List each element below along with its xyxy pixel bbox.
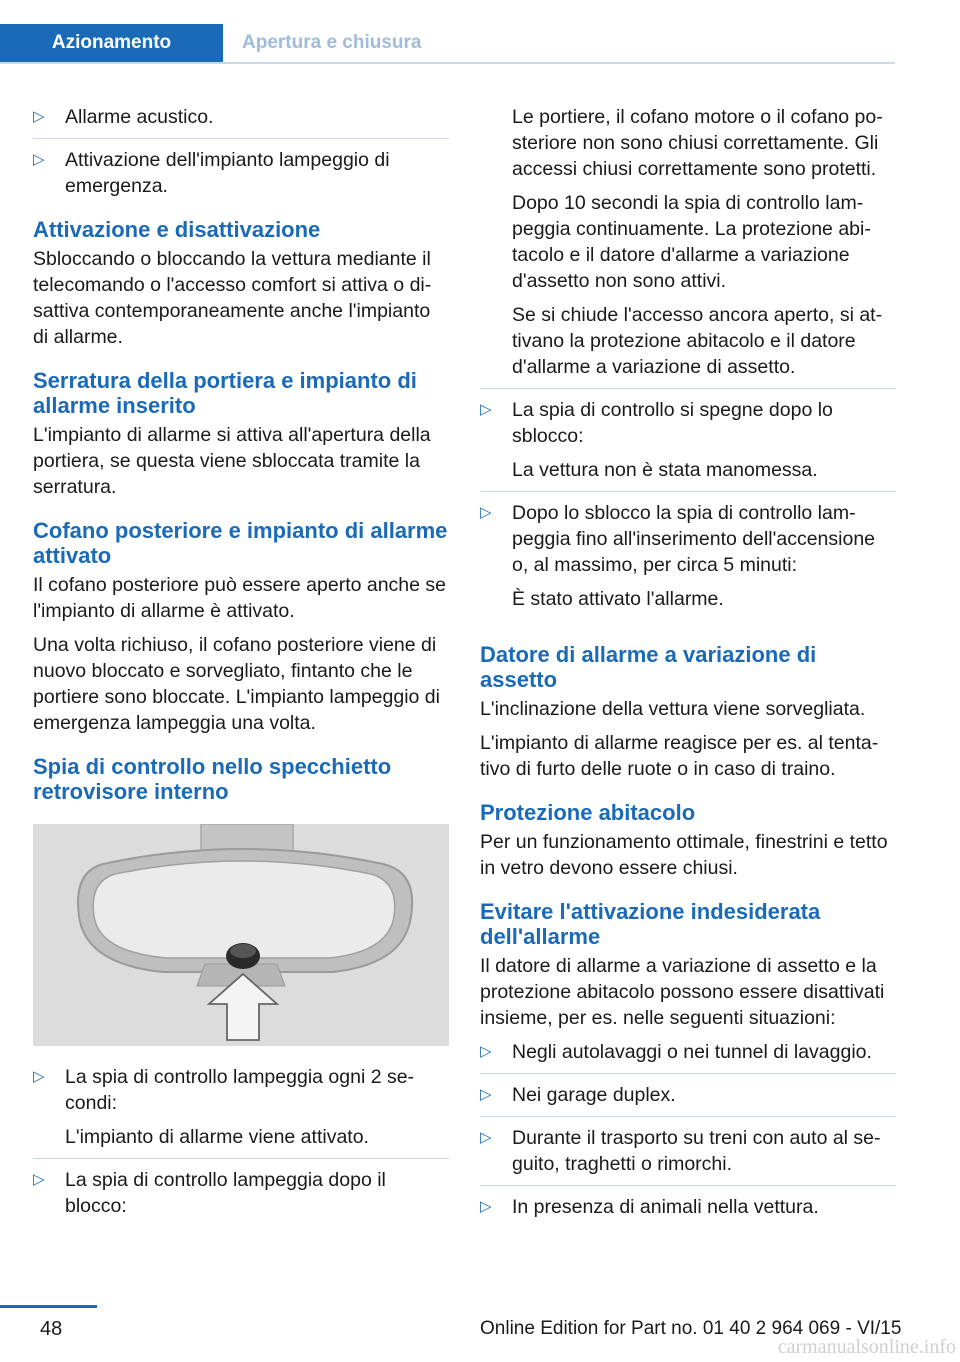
divider — [480, 388, 896, 389]
page-number: 48 — [40, 1318, 63, 1340]
triangle-bullet-icon: ▷ — [480, 1129, 492, 1146]
list-item — [33, 1167, 449, 1219]
triangle-bullet-icon: ▷ — [480, 504, 492, 521]
divider — [480, 1073, 896, 1074]
continued-text — [480, 104, 896, 380]
list-item-result: L'impianto di allarme viene attivato. — [65, 1126, 369, 1148]
status-list — [480, 397, 896, 612]
paragraph: Le portiere, il cofano motore o il cofano po-steriore non sono chiusi correttamente. Gli accessi chiusi correttamente sono protetti. — [512, 106, 883, 180]
triangle-bullet-icon: ▷ — [480, 1043, 492, 1060]
paragraph: Una volta richiuso, il cofano posteriore viene di nuovo bloccato e sorvegliato, fintanto che le portiere sono bloccate. L'impianto lampeggio di emergenza lampeggia una volta. — [33, 634, 440, 734]
triangle-bullet-icon: ▷ — [33, 151, 45, 168]
paragraph: Se si chiude l'accesso ancora aperto, si at-tivano la protezione abitacolo e il datore d'allarme a variazione di assetto. — [512, 304, 883, 378]
section-heading: Evitare l'attivazione indesiderata dell'allarme — [480, 899, 821, 949]
divider — [480, 491, 896, 492]
footer-rule — [0, 1305, 97, 1308]
paragraph: L'inclinazione della vettura viene sorvegliata. — [480, 698, 866, 720]
list-item-text: Attivazione dell'impianto lampeggio di emergenza. — [65, 149, 390, 197]
list-item-text: La spia di controllo lampeggia ogni 2 se-condi: — [65, 1066, 415, 1114]
paragraph: L'impianto di allarme reagisce per es. al tenta-tivo di furto delle ruote o in caso di traino. — [480, 732, 879, 780]
triangle-bullet-icon: ▷ — [33, 108, 45, 125]
section-heading: Attivazione e disattivazione — [33, 217, 321, 242]
page-header — [0, 24, 895, 64]
right-column — [480, 104, 896, 1228]
list-item — [480, 1039, 896, 1065]
list-item — [33, 147, 449, 199]
triangle-bullet-icon: ▷ — [480, 1086, 492, 1103]
triangle-bullet-icon: ▷ — [480, 401, 492, 418]
list-item — [33, 104, 449, 130]
divider — [33, 1158, 449, 1159]
indicator-list — [33, 1064, 449, 1219]
list-item-text: Negli autolavaggi o nei tunnel di lavaggio. — [512, 1041, 872, 1063]
list-item-text: Nei garage duplex. — [512, 1084, 676, 1106]
rearview-mirror-illustration — [33, 824, 449, 1046]
list-item — [480, 500, 896, 612]
situations-list — [480, 1039, 896, 1220]
list-item-text: In presenza di animali nella vettura. — [512, 1196, 819, 1218]
list-item-text: Dopo lo sblocco la spia di controllo lam-peggia fino all'inserimento dell'accensione o, al massimo, per circa 5 minuti: — [512, 502, 876, 576]
divider — [480, 1116, 896, 1117]
mirror-indicator-icon — [33, 824, 449, 1046]
section-heading: Serratura della portiera e impianto di allarme inserito — [33, 368, 417, 418]
intro-list — [33, 104, 449, 199]
section-tab-inactive[interactable]: Apertura e chiusura — [242, 32, 422, 53]
section-tab-active[interactable]: Azionamento — [0, 24, 223, 62]
paragraph: Sbloccando o bloccando la vettura mediante il telecomando o l'accesso comfort si attiva o di-sattiva contemporaneamente anche l'impianto di allarme. — [33, 248, 432, 348]
list-item — [480, 397, 896, 483]
section-heading: Spia di controllo nello specchietto retrovisore interno — [33, 754, 392, 804]
list-item-text: La spia di controllo si spegne dopo lo sblocco: — [512, 399, 833, 447]
left-column — [33, 104, 449, 1227]
paragraph: Il cofano posteriore può essere aperto anche se l'impianto di allarme è attivato. — [33, 574, 447, 622]
paragraph: L'impianto di allarme si attiva all'apertura della portiera, se questa viene sbloccata tramite la serratura. — [33, 424, 431, 498]
watermark: carmanualsonline.info — [777, 1336, 956, 1358]
edition-note: Online Edition for Part no. 01 40 2 964 069 - VI/15 — [480, 1318, 902, 1339]
triangle-bullet-icon: ▷ — [33, 1068, 45, 1085]
section-heading: Protezione abitacolo — [480, 800, 696, 825]
list-item — [33, 1064, 449, 1150]
list-item — [480, 1125, 896, 1177]
section-heading: Cofano posteriore e impianto di allarme attivato — [33, 518, 448, 568]
section-heading: Datore di allarme a variazione di assetto — [480, 642, 817, 692]
list-item-text: La spia di controllo lampeggia dopo il blocco: — [65, 1169, 386, 1217]
list-item-text: Allarme acustico. — [65, 106, 214, 128]
list-item — [480, 1194, 896, 1220]
list-item-result: La vettura non è stata manomessa. — [512, 459, 818, 481]
divider — [33, 138, 449, 139]
list-item-result: È stato attivato l'allarme. — [512, 588, 724, 610]
paragraph: Il datore di allarme a variazione di assetto e la protezione abitacolo possono essere disattivati insieme, per es. nelle seguenti situazioni: — [480, 955, 885, 1029]
divider — [480, 1185, 896, 1186]
paragraph: Per un funzionamento ottimale, finestrini e tetto in vetro devono essere chiusi. — [480, 831, 888, 879]
paragraph: Dopo 10 secondi la spia di controllo lam-peggia continuamente. La protezione abi-tacolo e il datore d'allarme a variazione d'assetto non sono attivi. — [512, 192, 871, 292]
list-item-text: Durante il trasporto su treni con auto al se-guito, traghetti o rimorchi. — [512, 1127, 881, 1175]
triangle-bullet-icon: ▷ — [33, 1171, 45, 1188]
triangle-bullet-icon: ▷ — [480, 1198, 492, 1215]
list-item — [480, 1082, 896, 1108]
